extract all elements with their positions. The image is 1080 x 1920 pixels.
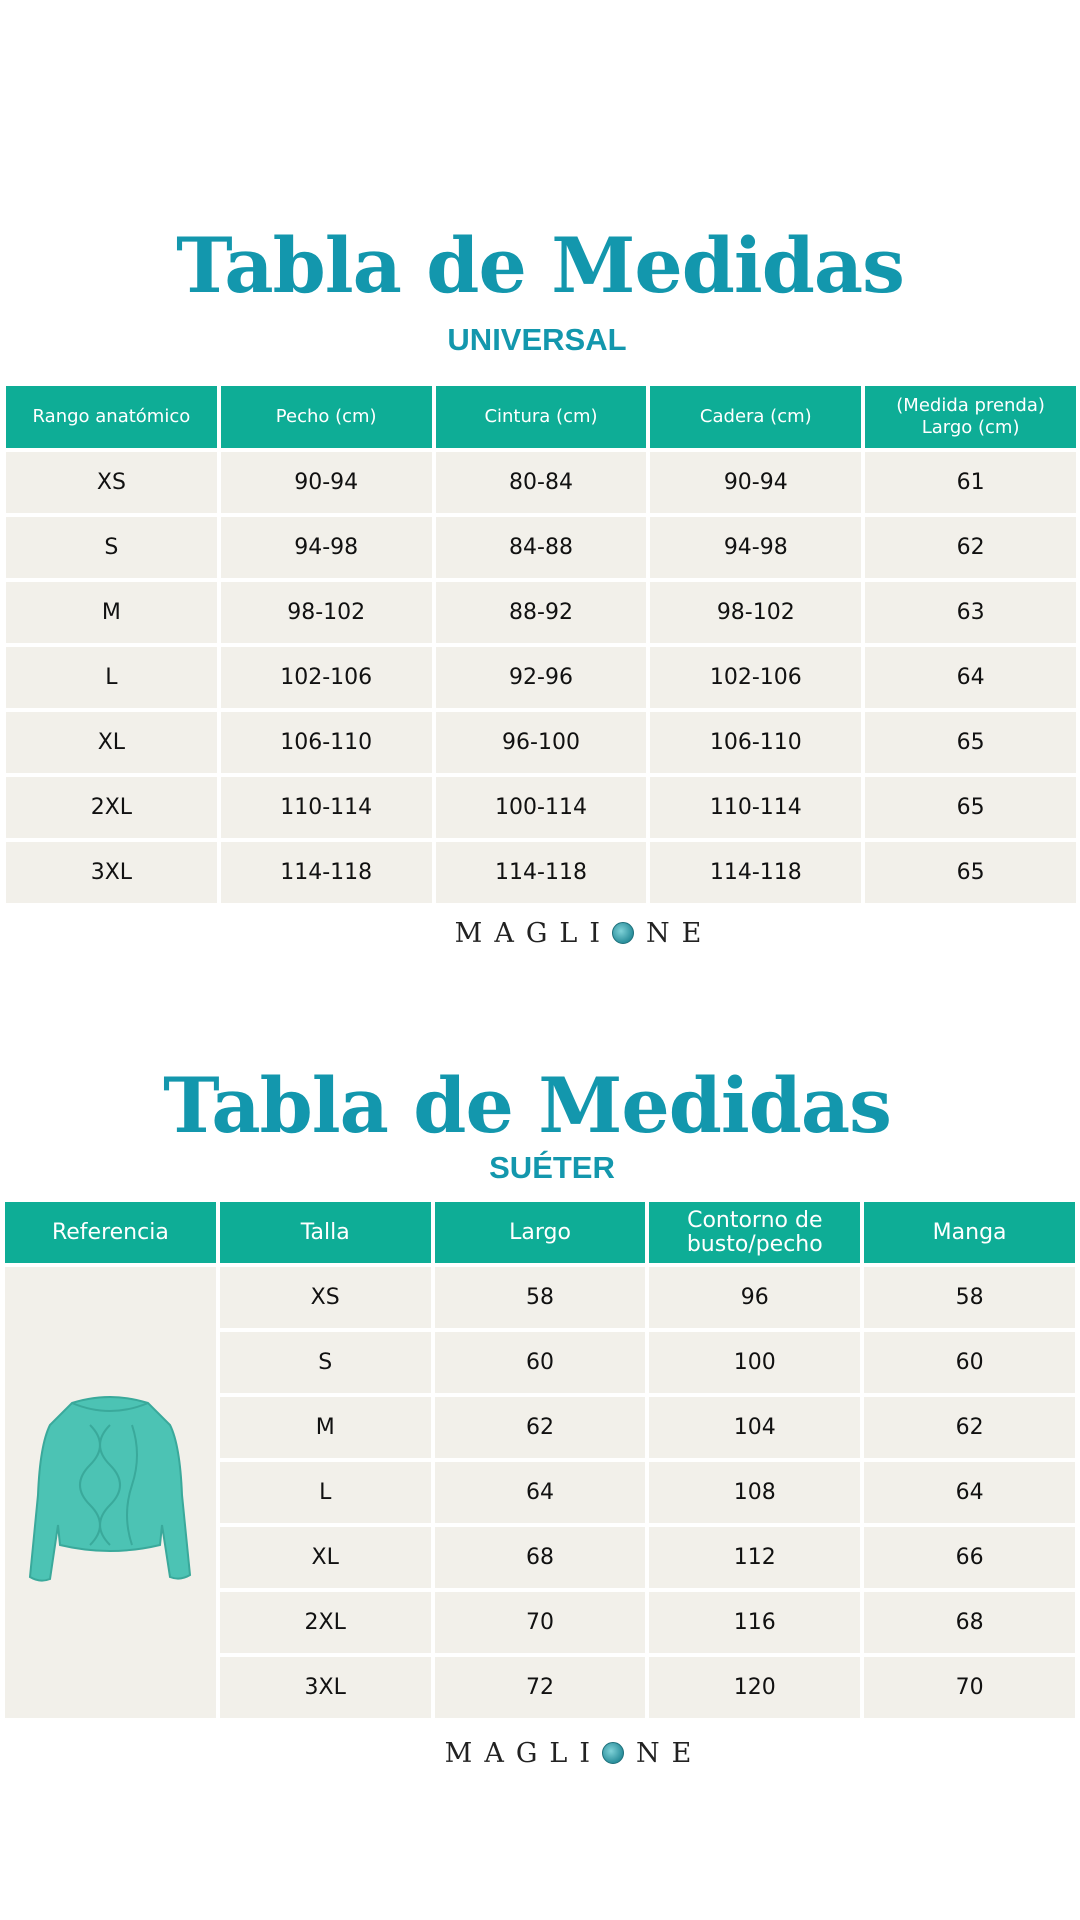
table-cell: 84-88 xyxy=(436,517,647,578)
table-cell: 94-98 xyxy=(221,517,432,578)
table-row xyxy=(6,517,1076,578)
table-cell: XL xyxy=(6,712,217,773)
table-cell: 64 xyxy=(865,647,1076,708)
table-cell: 96 xyxy=(649,1267,860,1328)
table-cell: 94-98 xyxy=(650,517,861,578)
universal-header-row xyxy=(6,386,1076,448)
table-cell: 110-114 xyxy=(650,777,861,838)
header-manga: Manga xyxy=(864,1202,1075,1263)
table-cell: 100-114 xyxy=(436,777,647,838)
table-cell: M xyxy=(220,1397,431,1458)
brand-logo-2 xyxy=(404,1740,744,1768)
table-cell: 104 xyxy=(649,1397,860,1458)
table-cell: XS xyxy=(6,452,217,513)
table-row xyxy=(6,452,1076,513)
table-row xyxy=(6,647,1076,708)
table-cell: 60 xyxy=(864,1332,1075,1393)
reference-image-cell xyxy=(5,1267,216,1718)
sweater-header-row xyxy=(5,1202,1075,1263)
table-cell: 62 xyxy=(864,1397,1075,1458)
table-cell: 3XL xyxy=(220,1657,431,1718)
table-cell: 62 xyxy=(435,1397,646,1458)
table-cell: 62 xyxy=(865,517,1076,578)
table-cell: 106-110 xyxy=(650,712,861,773)
table-cell: 70 xyxy=(435,1592,646,1653)
table-cell: L xyxy=(6,647,217,708)
header-contorno: Contorno de busto/pecho xyxy=(649,1202,860,1263)
header-largo: Largo xyxy=(435,1202,646,1263)
table-cell: 65 xyxy=(865,842,1076,903)
universal-size-table xyxy=(2,382,1080,907)
sweater-size-table xyxy=(1,1198,1079,1722)
brand-logo-1 xyxy=(414,920,754,948)
table-cell: 65 xyxy=(865,777,1076,838)
table-cell: 66 xyxy=(864,1527,1075,1588)
table-cell: 114-118 xyxy=(650,842,861,903)
table-cell: 106-110 xyxy=(221,712,432,773)
table-cell: 64 xyxy=(864,1462,1075,1523)
header-largo: (Medida prenda) Largo (cm) xyxy=(865,386,1076,448)
yarn-ball-icon xyxy=(612,922,634,944)
yarn-ball-icon xyxy=(602,1742,624,1764)
table-cell: 60 xyxy=(435,1332,646,1393)
table-cell: 61 xyxy=(865,452,1076,513)
table-cell: 114-118 xyxy=(436,842,647,903)
header-cadera: Cadera (cm) xyxy=(650,386,861,448)
table-cell: 102-106 xyxy=(221,647,432,708)
universal-title: Tabla de Medidas xyxy=(176,221,904,310)
table-cell: 80-84 xyxy=(436,452,647,513)
table-cell: XS xyxy=(220,1267,431,1328)
table-cell: 2XL xyxy=(220,1592,431,1653)
table-cell: 70 xyxy=(864,1657,1075,1718)
table-cell: 68 xyxy=(435,1527,646,1588)
table-cell: 114-118 xyxy=(221,842,432,903)
table-row xyxy=(6,777,1076,838)
table-cell: 102-106 xyxy=(650,647,861,708)
table-cell: 90-94 xyxy=(650,452,861,513)
table-cell: 110-114 xyxy=(221,777,432,838)
table-cell: 116 xyxy=(649,1592,860,1653)
table-row xyxy=(6,582,1076,643)
sweater-subtitle: SUÉTER xyxy=(489,1150,615,1185)
table-cell: XL xyxy=(220,1527,431,1588)
table-cell: 72 xyxy=(435,1657,646,1718)
table-cell: 3XL xyxy=(6,842,217,903)
brand-text: MAGLI NE xyxy=(444,1738,704,1769)
table-row xyxy=(6,842,1076,903)
header-cintura: Cintura (cm) xyxy=(436,386,647,448)
table-cell: 63 xyxy=(865,582,1076,643)
table-cell: M xyxy=(6,582,217,643)
header-referencia: Referencia xyxy=(5,1202,216,1263)
table-cell: S xyxy=(220,1332,431,1393)
table-cell: S xyxy=(6,517,217,578)
table-row xyxy=(5,1267,1075,1328)
table-cell: 90-94 xyxy=(221,452,432,513)
table-cell: 58 xyxy=(864,1267,1075,1328)
table-cell: 112 xyxy=(649,1527,860,1588)
table-cell: 68 xyxy=(864,1592,1075,1653)
universal-subtitle: UNIVERSAL xyxy=(447,322,627,357)
table-cell: 100 xyxy=(649,1332,860,1393)
table-row xyxy=(6,712,1076,773)
table-cell: 2XL xyxy=(6,777,217,838)
header-pecho: Pecho (cm) xyxy=(221,386,432,448)
table-cell: 98-102 xyxy=(221,582,432,643)
table-cell: 92-96 xyxy=(436,647,647,708)
table-cell: 120 xyxy=(649,1657,860,1718)
table-cell: 88-92 xyxy=(436,582,647,643)
header-talla: Talla xyxy=(220,1202,431,1263)
table-cell: 98-102 xyxy=(650,582,861,643)
sweater-illustration-icon xyxy=(20,1385,200,1595)
header-rango: Rango anatómico xyxy=(6,386,217,448)
table-cell: 58 xyxy=(435,1267,646,1328)
table-cell: 64 xyxy=(435,1462,646,1523)
table-cell: L xyxy=(220,1462,431,1523)
brand-text: MAGLI NE xyxy=(454,918,714,949)
table-cell: 108 xyxy=(649,1462,860,1523)
table-cell: 65 xyxy=(865,712,1076,773)
table-cell: 96-100 xyxy=(436,712,647,773)
sweater-title: Tabla de Medidas xyxy=(163,1061,891,1150)
